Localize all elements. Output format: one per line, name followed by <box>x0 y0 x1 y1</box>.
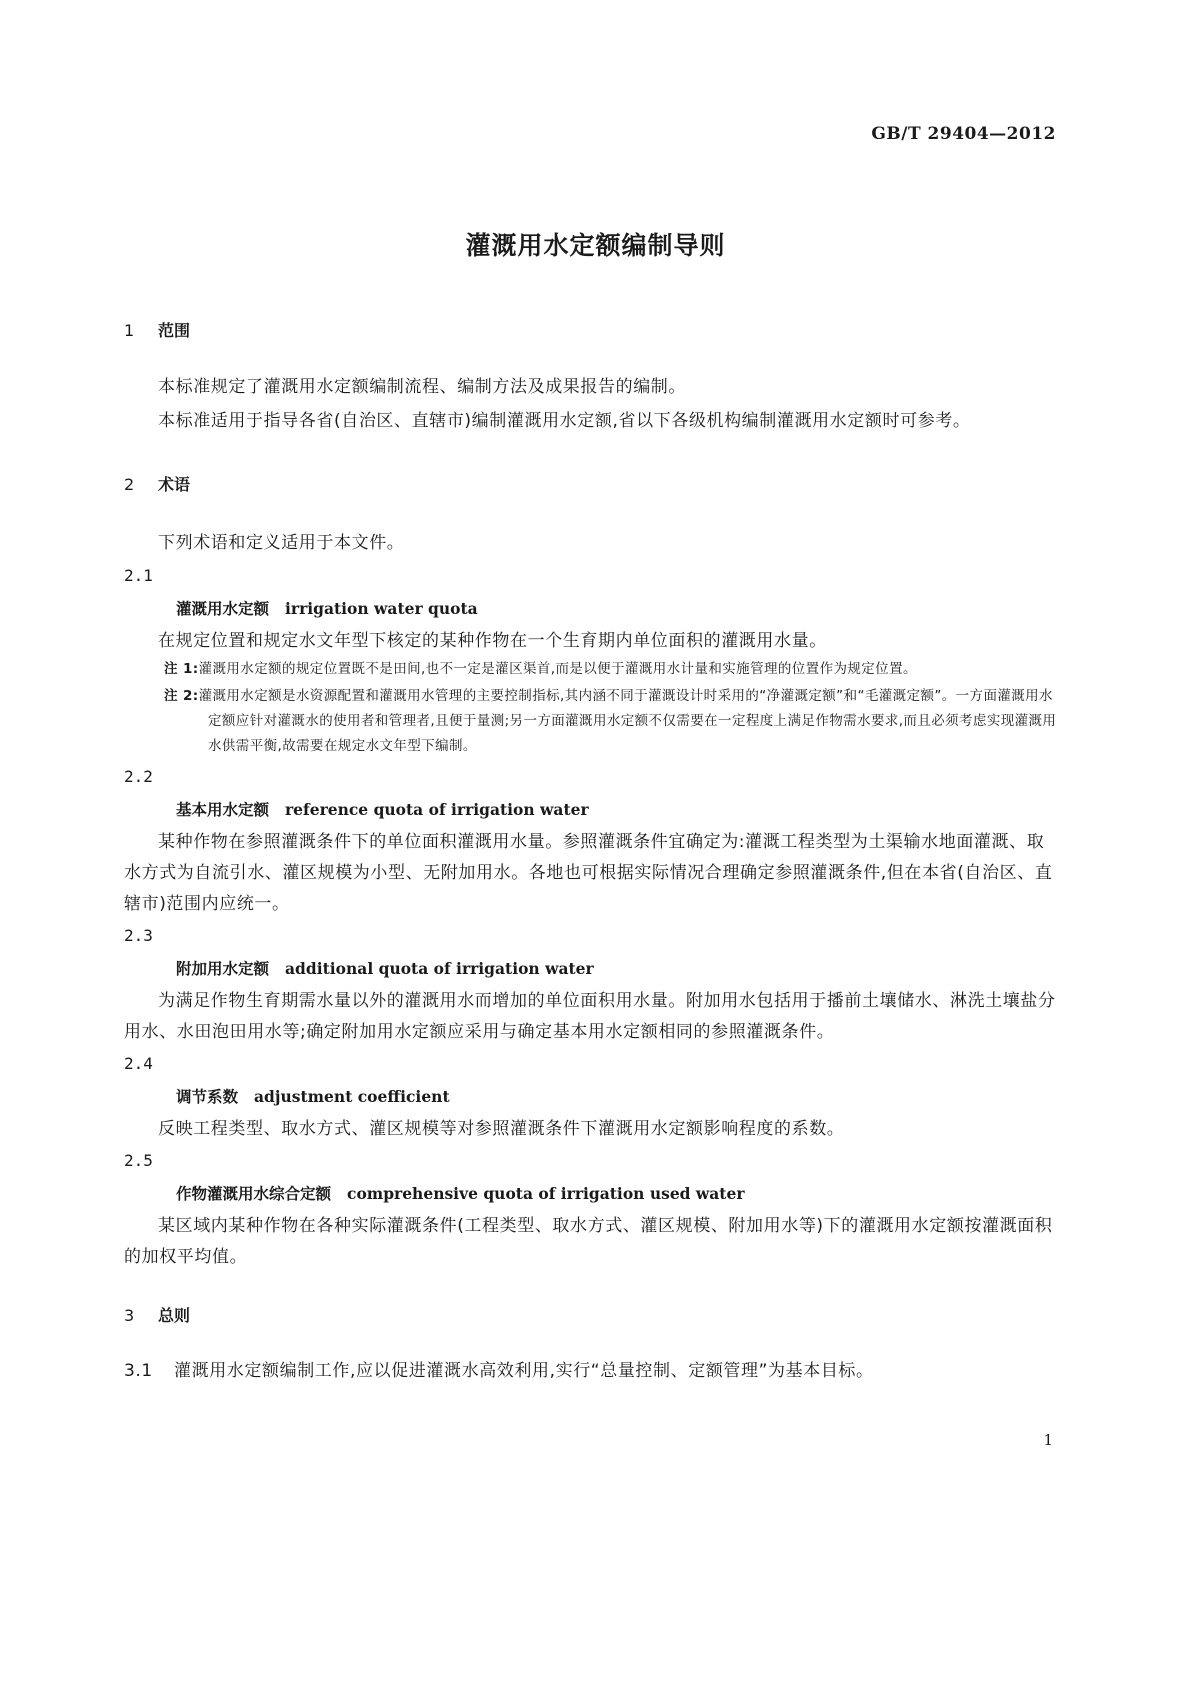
note-text: 灌溉用水定额的规定位置既不是田间,也不一定是灌区渠首,而是以便于灌溉用水计量和实施管理的位置作为规定位置。 <box>198 661 917 677</box>
term-heading <box>124 793 1058 827</box>
paragraph: 本标准规定了灌溉用水定额编制流程、编制方法及成果报告的编制。 <box>158 377 686 397</box>
term-heading <box>124 592 1058 626</box>
term-zh: 调节系数 <box>176 1088 239 1106</box>
term-zh: 附加用水定额 <box>176 960 270 978</box>
section-3-heading <box>124 1303 1058 1326</box>
section-title: 术语 <box>158 475 191 494</box>
document-body <box>124 318 1058 1388</box>
section-number: 3 <box>124 1306 135 1325</box>
term-definition: 某区域内某种作物在各种实际灌溉条件(工程类型、取水方式、灌区规模、附加用水等)下的灌溉用水定额按灌溉面积的加权平均值。 <box>124 1216 1053 1267</box>
paragraph: 本标准适用于指导各省(自治区、直辖市)编制灌溉用水定额,省以下各级机构编制灌溉用水定额时可参考。 <box>158 411 971 431</box>
term-heading <box>124 1080 1058 1114</box>
term-entry <box>124 920 1058 1048</box>
term-entry <box>124 1048 1058 1145</box>
note <box>124 657 1058 682</box>
term-number: 2.2 <box>124 767 153 786</box>
term-en: irrigation water quota <box>285 599 478 618</box>
term-number: 2.1 <box>124 566 153 585</box>
section-2-heading <box>124 472 1058 495</box>
section-1-heading <box>124 318 1058 341</box>
term-en: reference quota of irrigation water <box>285 800 589 819</box>
standard-code: GB/T 29404—2012 <box>871 124 1056 144</box>
term-heading <box>124 1177 1058 1211</box>
page-number: 1 <box>1043 1431 1053 1449</box>
term-en: adjustment coefficient <box>254 1087 450 1106</box>
term-definition: 在规定位置和规定水文年型下核定的某种作物在一个生育期内单位面积的灌溉用水量。 <box>158 631 827 651</box>
term-number: 2.3 <box>124 926 153 945</box>
note <box>124 684 1058 759</box>
clause-number: 3.1 <box>124 1361 153 1381</box>
term-definition: 为满足作物生育期需水量以外的灌溉用水而增加的单位面积用水量。附加用水包括用于播前土壤储水、淋洗土壤盐分用水、水田泡田用水等;确定附加用水定额应采用与确定基本用水定额相同的参照灌溉条件。 <box>124 991 1056 1042</box>
section-title: 范围 <box>158 321 191 340</box>
clause-text: 灌溉用水定额编制工作,应以促进灌溉水高效利用,实行“总量控制、定额管理”为基本目标。 <box>174 1361 874 1381</box>
term-heading <box>124 952 1058 986</box>
term-zh: 作物灌溉用水综合定额 <box>176 1185 332 1203</box>
term-number: 2.4 <box>124 1054 153 1073</box>
term-entry <box>124 761 1058 920</box>
term-entry <box>124 1145 1058 1273</box>
section-title: 总则 <box>158 1306 191 1325</box>
term-entry <box>124 560 1058 759</box>
note-text: 灌溉用水定额是水资源配置和灌溉用水管理的主要控制指标,其内涵不同于灌溉设计时采用的“净灌溉定额”和“毛灌溉定额”。一方面灌溉用水定额应针对灌溉水的使用者和管理者,且便于量测;另一方面灌溉用水定额不仅需要在一定程度上满足作物需水要求,而且必须考虑实现灌溉用水供需平衡,故需要在规定水文年型下编制。 <box>198 688 1057 754</box>
note-label: 注 2: <box>164 688 199 704</box>
term-en: comprehensive quota of irrigation used water <box>347 1184 745 1203</box>
clause-3-1 <box>124 1354 1058 1388</box>
term-en: additional quota of irrigation water <box>285 959 594 978</box>
section-number: 1 <box>124 321 135 340</box>
term-zh: 灌溉用水定额 <box>176 600 270 618</box>
section-number: 2 <box>124 475 135 494</box>
term-definition: 反映工程类型、取水方式、灌区规模等对参照灌溉条件下灌溉用水定额影响程度的系数。 <box>158 1119 845 1139</box>
document-title: 灌溉用水定额编制导则 <box>465 231 726 260</box>
term-number: 2.5 <box>124 1151 153 1170</box>
term-zh: 基本用水定额 <box>176 801 270 819</box>
note-label: 注 1: <box>164 661 199 677</box>
term-definition: 某种作物在参照灌溉条件下的单位面积灌溉用水量。参照灌溉条件宜确定为:灌溉工程类型为土渠输水地面灌溉、取水方式为自流引水、灌区规模为小型、无附加用水。各地也可根据实际情况合理确定参照灌溉条件,但在本省(自治区、直辖市)范围内应统一。 <box>124 832 1053 914</box>
paragraph: 下列术语和定义适用于本文件。 <box>158 533 405 553</box>
